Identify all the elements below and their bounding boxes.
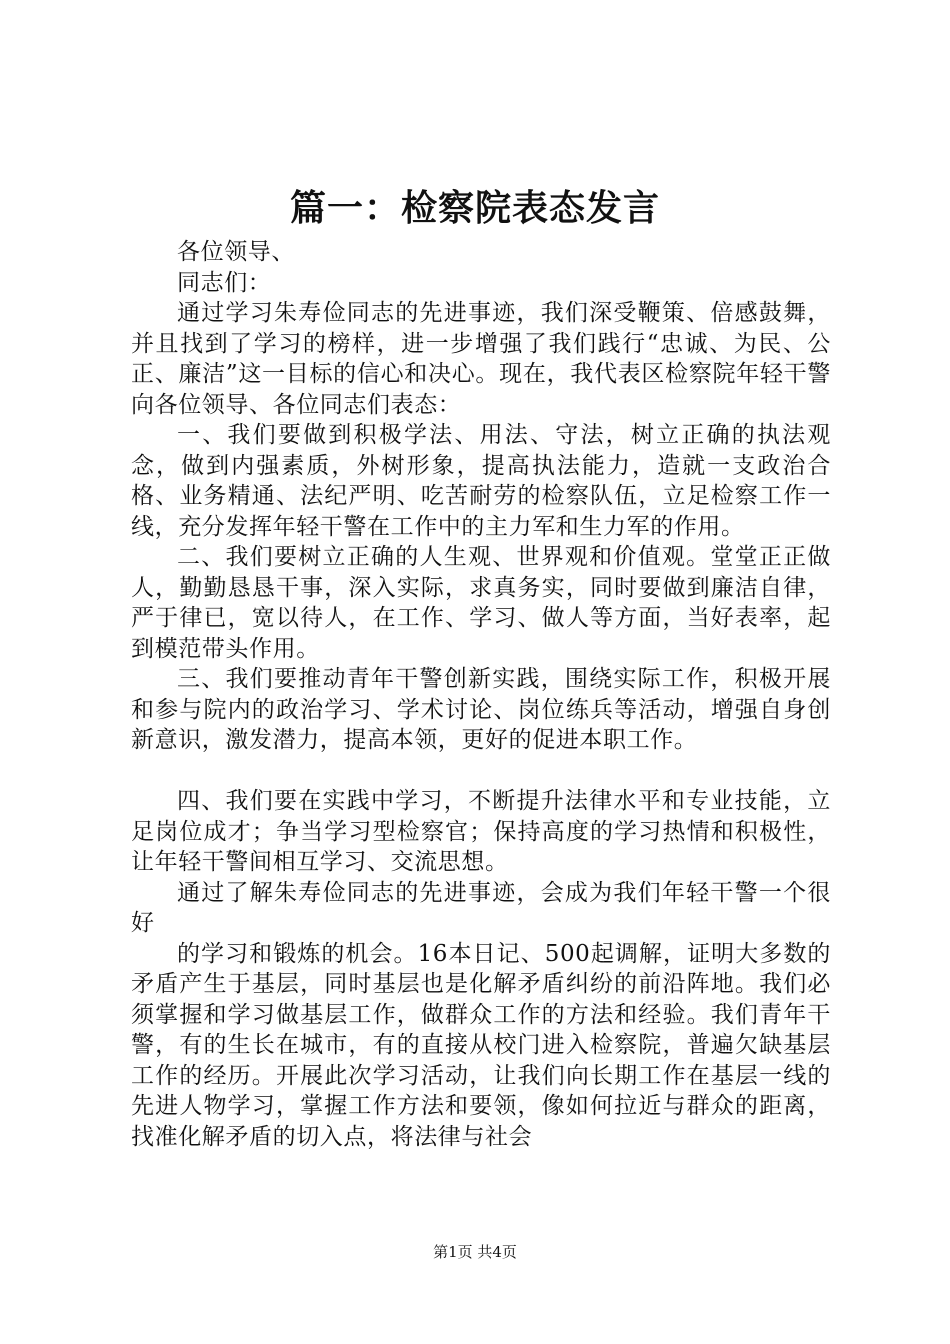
paragraph-point-3: 三、我们要推动青年干警创新实践，围绕实际工作，积极开展和参与院内的政治学习、学术讨论、岗位练兵等活动，增强自身创新意识，激发潜力，提高本领，更好的促进本职工作。 xyxy=(131,666,831,753)
paragraph-intro: 通过学习朱寿俭同志的先进事迹，我们深受鞭策、倍感鼓舞，并且找到了学习的榜样，进一步增强了我们践行“忠诚、为民、公正、廉洁”这一目标的信心和决心。现在，我代表区检察院年轻干警向各位领导、各位同志们表态： xyxy=(131,300,831,418)
paragraph-spacer xyxy=(131,756,831,787)
salutation-line-2: 同志们： xyxy=(177,269,272,296)
paragraph-point-2: 二、我们要树立正确的人生观、世界观和价值观。堂堂正正做人，勤勤恳恳干事，深入实际，求真务实，同时要做到廉洁自律，严于律已，宽以待人，在工作、学习、做人等方面，当好表率，起到模范带头作用。 xyxy=(131,544,831,662)
paragraph-closing-2: 的学习和锻炼的机会。16本日记、500起调解，证明大多数的矛盾产生于基层，同时基层也是化解矛盾纠纷的前沿阵地。我们必须掌握和学习做基层工作，做群众工作的方法和经验。我们青年干警，有的生长在城市，有的直接从校门进入检察院，普遍欠缺基层工作的经历。开展此次学习活动，让我们向长期工作在基层一线的先进人物学习，掌握工作方法和要领，像如何拉近与群众的距离，找准化解矛盾的切入点，将法律与社会 xyxy=(131,940,831,1150)
paragraph-closing-1: 通过了解朱寿俭同志的先进事迹，会成为我们年轻干警一个很好 xyxy=(131,879,831,936)
document-title: 篇一：检察院表态发言 xyxy=(289,187,660,229)
paragraph-point-4: 四、我们要在实践中学习，不断提升法律水平和专业技能，立足岗位成才；争当学习型检察官；保持高度的学习热情和积极性，让年轻干警间相互学习、交流思想。 xyxy=(131,788,831,875)
salutation-line-1: 各位领导、 xyxy=(177,239,295,265)
document-body xyxy=(131,237,831,1152)
paragraph-point-1: 一、我们要做到积极学法、用法、守法，树立正确的执法观念，做到内强素质，外树形象，提高执法能力，造就一支政治合格、业务精通、法纪严明、吃苦耐劳的检察队伍，立足检察工作一线，充分发挥年轻干警在工作中的主力军和生力军的作用。 xyxy=(131,422,831,540)
page-footer: 第1页 共4页 xyxy=(433,1243,517,1261)
